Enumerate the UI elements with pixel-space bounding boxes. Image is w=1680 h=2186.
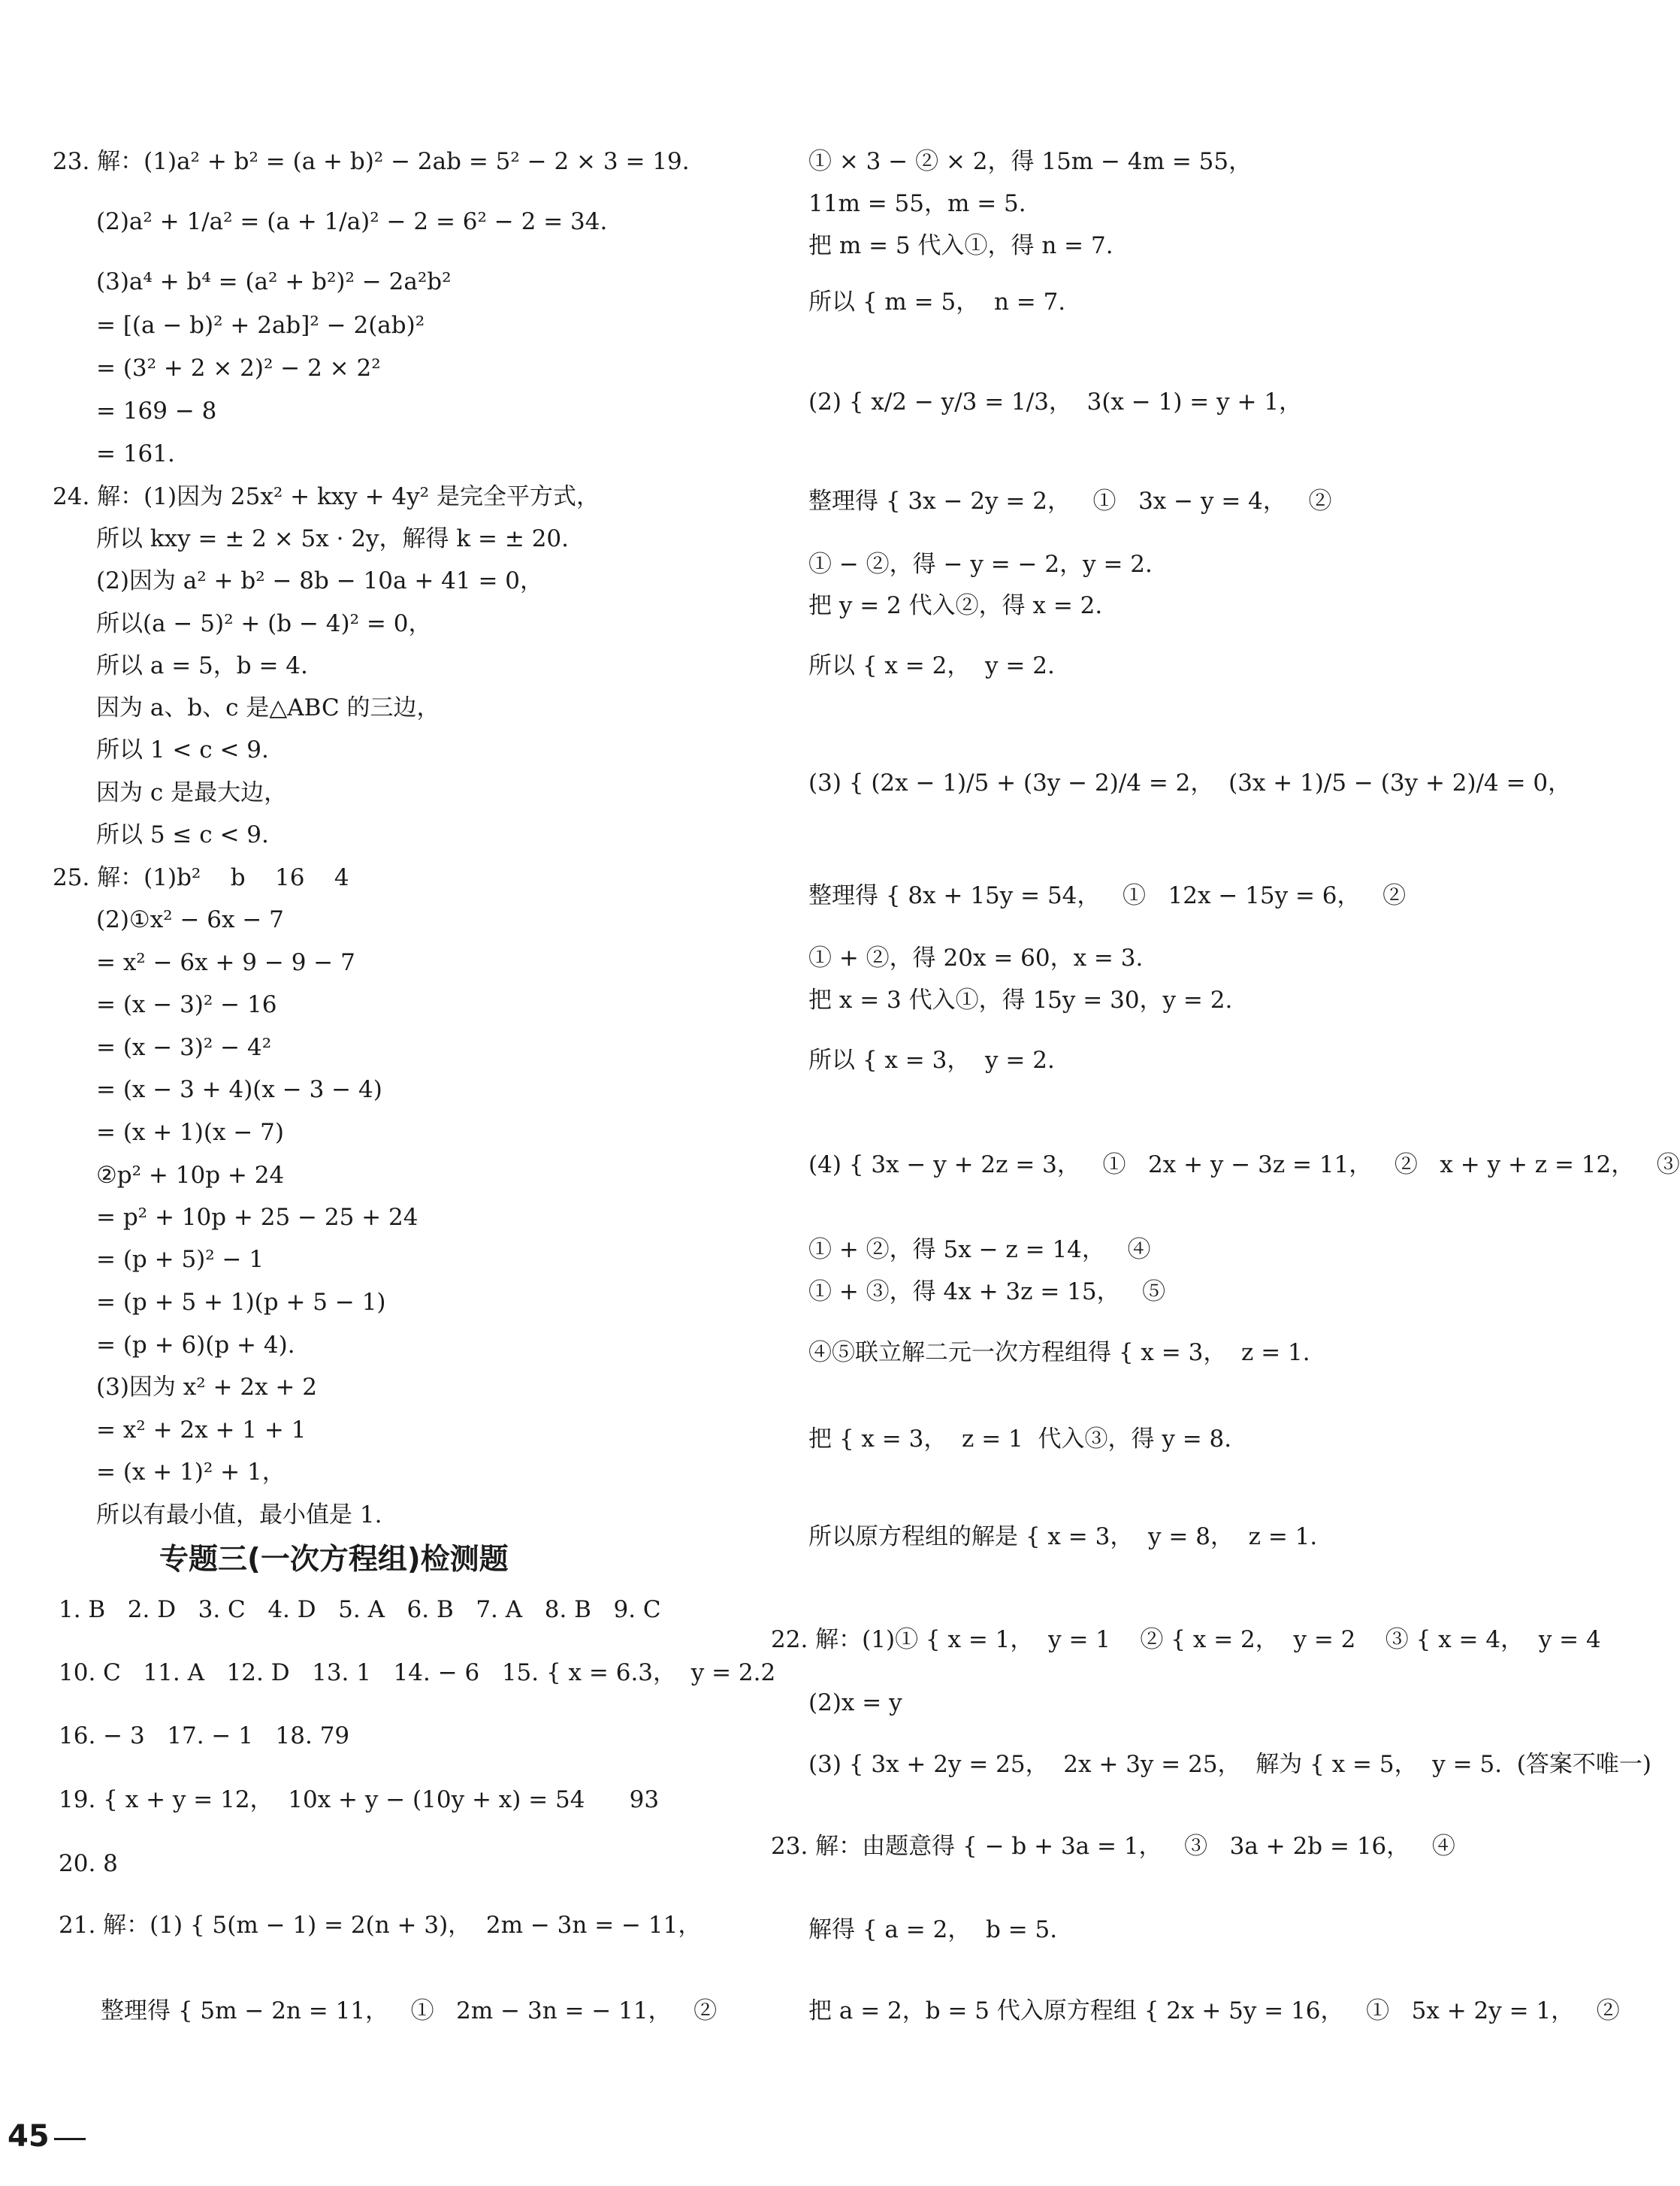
- text-line: = (x − 3 + 4)(x − 3 − 4): [96, 1076, 382, 1103]
- text-line: 整理得 { 8x + 15y = 54， ① 12x − 15y = 6， ②: [808, 882, 1407, 909]
- text-line: ① × 3 − ② × 2，得 15m − 4m = 55，: [808, 148, 1252, 175]
- text-line: 把 y = 2 代入②，得 x = 2.: [808, 592, 1103, 619]
- text-line: 所以 kxy = ± 2 × 5x · 2y，解得 k = ± 20.: [96, 525, 570, 552]
- text-line: 解得 { a = 2， b = 5.: [808, 1916, 1058, 1943]
- text-line: 把 a = 2，b = 5 代入原方程组 { 2x + 5y = 16， ① 5x + 2y = 1， ②: [808, 1997, 1620, 2024]
- text-line: 23. 解：由题意得 { − b + 3a = 1， ③ 3a + 2b = 16， ④: [771, 1833, 1455, 1860]
- text-line: ① + ③，得 4x + 3z = 15， ⑤: [808, 1278, 1166, 1305]
- text-line: (3) { (2x − 1)/5 + (3y − 2)/4 = 2， (3x + 1)/5 − (3y + 2)/4 = 0，: [808, 769, 1572, 797]
- text-line: 所以 1 < c < 9.: [96, 736, 269, 763]
- text-line: 24. 解：(1)因为 25x² + kxy + 4y² 是完全平方式，: [53, 483, 600, 510]
- text-line: 所以(a − 5)² + (b − 4)² = 0，: [96, 610, 432, 637]
- text-line: (2) { x/2 − y/3 = 1/3， 3(x − 1) = y + 1，: [808, 389, 1303, 416]
- text-line: (3) { 3x + 2y = 25， 2x + 3y = 25， 解为 { x = 5， y = 5. (答案不唯一): [808, 1751, 1651, 1778]
- text-line: 整理得 { 3x − 2y = 2， ① 3x − y = 4， ②: [808, 488, 1332, 515]
- text-line: 所以 { m = 5， n = 7.: [808, 289, 1066, 316]
- text-line: = (x − 3)² − 16: [96, 991, 277, 1018]
- text-line: 所以 5 ≤ c < 9.: [96, 821, 269, 848]
- text-line: = x² + 2x + 1 + 1: [96, 1417, 307, 1444]
- text-line: 因为 a、b、c 是△ABC 的三边，: [96, 694, 440, 721]
- text-line: 所以有最小值，最小值是 1.: [96, 1501, 382, 1528]
- text-line: ① − ②，得 − y = − 2，y = 2.: [808, 551, 1153, 578]
- text-line: 把 { x = 3， z = 1 代入③，得 y = 8.: [808, 1426, 1232, 1453]
- text-line: 所以原方程组的解是 { x = 3， y = 8， z = 1.: [808, 1523, 1318, 1550]
- text-line: 11m = 55，m = 5.: [808, 190, 1026, 217]
- text-line: = (p + 5)² − 1: [96, 1246, 264, 1273]
- answer-line: 10. C 11. A 12. D 13. 1 14. − 6 15. { x = 6.3， y = 2.2: [59, 1659, 776, 1686]
- page-number: 45: [8, 2119, 50, 2154]
- text-line: 把 m = 5 代入①，得 n = 7.: [808, 232, 1113, 259]
- text-line: 所以 { x = 3， y = 2.: [808, 1047, 1055, 1074]
- text-line: = 169 − 8: [96, 398, 217, 425]
- text-line: = x² − 6x + 9 − 9 − 7: [96, 949, 355, 976]
- text-line: 25. 解：(1)b² b 16 4: [53, 864, 349, 891]
- answer-line: 16. − 3 17. − 1 18. 79: [59, 1722, 350, 1749]
- answer-line: 21. 解：(1) { 5(m − 1) = 2(n + 3)， 2m − 3n = − 11，: [59, 1912, 702, 1939]
- section-title: 专题三(一次方程组)检测题: [159, 1543, 509, 1577]
- text-line: (4) { 3x − y + 2z = 3， ① 2x + y − 3z = 11， ② x + y + z = 12， ③: [808, 1151, 1680, 1178]
- text-line: (2)①x² − 6x − 7: [96, 906, 284, 933]
- text-line: = (x + 1)² + 1，: [96, 1459, 286, 1486]
- text-line: (3)因为 x² + 2x + 2: [96, 1374, 317, 1401]
- text-line: 所以 a = 5，b = 4.: [96, 652, 308, 679]
- text-line: 把 x = 3 代入①，得 15y = 30，y = 2.: [808, 987, 1233, 1014]
- text-line: = (p + 5 + 1)(p + 5 − 1): [96, 1289, 386, 1316]
- text-line: (2)x = y: [808, 1689, 902, 1716]
- text-line: 因为 c 是最大边，: [96, 779, 288, 806]
- answer-line: 20. 8: [59, 1850, 118, 1877]
- text-line: = (x − 3)² − 4²: [96, 1034, 272, 1061]
- text-line: 23. 解：(1)a² + b² = (a + b)² − 2ab = 5² − 2 × 3 = 19.: [53, 148, 690, 175]
- text-line: (2)因为 a² + b² − 8b − 10a + 41 = 0，: [96, 567, 544, 594]
- text-line: (3)a⁴ + b⁴ = (a² + b²)² − 2a²b²: [96, 268, 452, 295]
- text-line: (2)a² + 1/a² = (a + 1/a)² − 2 = 6² − 2 = 34.: [96, 208, 608, 235]
- text-line: 所以 { x = 2， y = 2.: [808, 652, 1055, 679]
- text-line: ④⑤联立解二元一次方程组得 { x = 3， z = 1.: [808, 1339, 1310, 1366]
- text-line: ① + ②，得 5x − z = 14， ④: [808, 1236, 1151, 1263]
- text-line: 22. 解：(1)① { x = 1， y = 1 ② { x = 2， y = 2 ③ { x = 4， y = 4: [771, 1626, 1601, 1653]
- answer-line: 19. { x + y = 12， 10x + y − (10y + x) = 54 93: [59, 1786, 660, 1813]
- text-line: = (3² + 2 × 2)² − 2 × 2²: [96, 355, 381, 382]
- text-line: = (p + 6)(p + 4).: [96, 1332, 295, 1359]
- text-line: ②p² + 10p + 24: [96, 1162, 285, 1189]
- text-line: = (x + 1)(x − 7): [96, 1119, 284, 1146]
- text-line: = p² + 10p + 25 − 25 + 24: [96, 1204, 418, 1231]
- text-line: ① + ②，得 20x = 60，x = 3.: [808, 945, 1144, 972]
- text-line: = 161.: [96, 440, 175, 467]
- page-number-dash: [54, 2138, 86, 2140]
- answer-line: 整理得 { 5m − 2n = 11， ① 2m − 3n = − 11， ②: [101, 1997, 718, 2024]
- text-line: = [(a − b)² + 2ab]² − 2(ab)²: [96, 312, 425, 339]
- answer-line: 1. B 2. D 3. C 4. D 5. A 6. B 7. A 8. B 9. C: [59, 1596, 661, 1623]
